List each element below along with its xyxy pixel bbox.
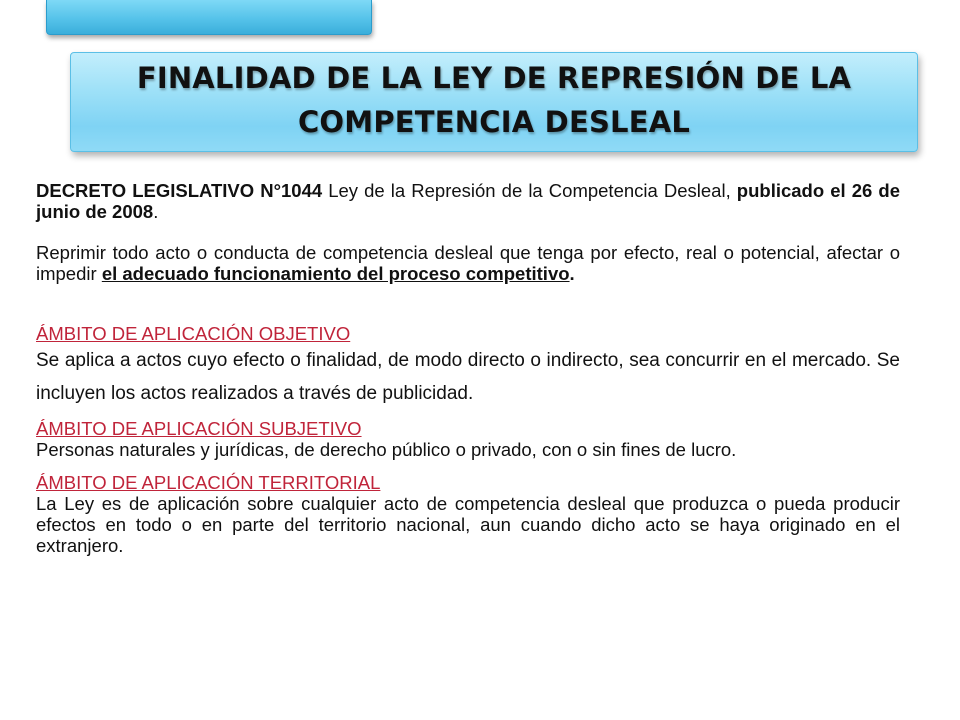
section-heading-territorial: ÁMBITO DE APLICACIÓN TERRITORIAL <box>36 472 381 493</box>
page-title-line-1: FINALIDAD DE LA LEY DE REPRESIÓN DE LA <box>136 61 852 95</box>
intro-paragraph <box>36 180 900 222</box>
section-body-territorial: La Ley es de aplicación sobre cualquier acto de competencia desleal que produzca o pueda producir efectos en todo o en parte del territorio nacional, aun cuando dicho acto se haya originado en el extranjero. <box>36 493 900 556</box>
section-heading-objective: ÁMBITO DE APLICACIÓN OBJETIVO <box>36 323 351 344</box>
page-title-line-2: COMPETENCIA DESLEAL <box>297 105 691 139</box>
section-heading-subjective: ÁMBITO DE APLICACIÓN SUBJETIVO <box>36 418 362 439</box>
publication-date: publicado el 26 de junio de 2008 <box>36 180 900 222</box>
intro-period: . <box>153 201 159 222</box>
purpose-period: . <box>569 263 575 284</box>
decree-name: DECRETO LEGISLATIVO N°1044 <box>36 180 323 201</box>
section-territorial <box>36 472 900 556</box>
decree-text: Ley de la Represión de la Competencia Desleal, <box>322 180 737 201</box>
section-body-subjective: Personas naturales y jurídicas, de derecho público o privado, con o sin fines de lucro. <box>36 439 737 460</box>
purpose-paragraph <box>36 242 900 284</box>
section-body-objective: Se aplica a actos cuyo efecto o finalidad, de modo directo o indirecto, sea concurrir en el mercado. Se incluyen los actos realizados a través de publicidad. <box>36 350 900 404</box>
purpose-text: Reprimir todo acto o conducta de competencia desleal que tenga por efecto, real o potencial, afectar o impedir <box>36 242 900 284</box>
section-objective <box>36 323 900 410</box>
section-subjective <box>36 418 900 460</box>
main-content <box>36 180 900 556</box>
purpose-underlined-text: el adecuado funcionamiento del proceso competitivo <box>101 263 570 284</box>
page-title <box>137 56 851 144</box>
decorative-top-bar <box>46 0 372 35</box>
title-banner <box>70 52 918 152</box>
